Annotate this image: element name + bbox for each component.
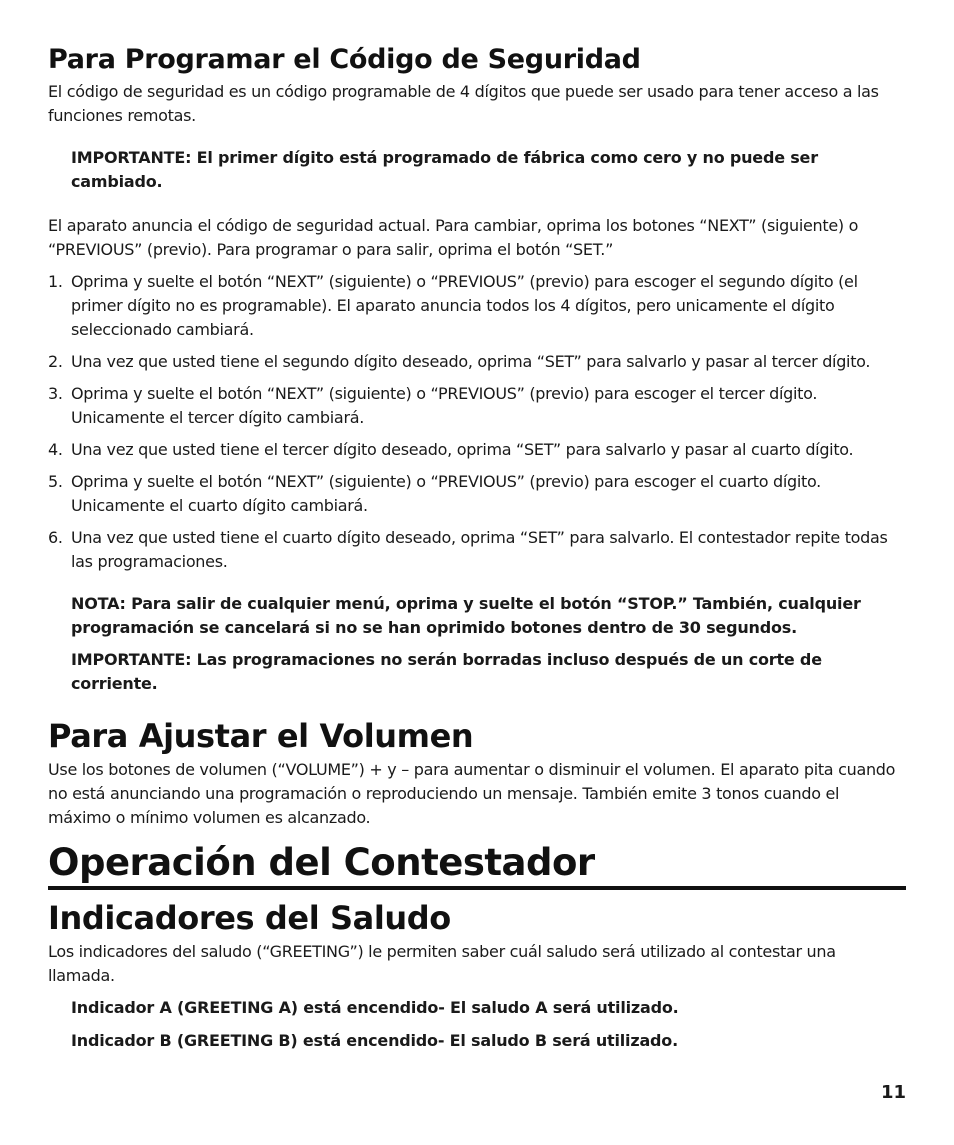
- list-item: [48, 382, 906, 430]
- page-number: 11: [880, 1082, 906, 1103]
- list-item: [48, 526, 906, 574]
- power-outage-important-note: IMPORTANTE: Las programaciones no serán borradas incluso después de un corte de corriente.: [71, 650, 822, 693]
- volume-title: Para Ajustar el Volumen: [48, 717, 474, 755]
- list-item: [48, 470, 906, 518]
- greeting-title: Indicadores del Saludo: [48, 899, 451, 937]
- step-text: Una vez que usted tiene el cuarto dígito deseado, oprima “SET” para salvarlo. El contestador repite todas las programaciones.: [71, 528, 888, 571]
- step-text: Oprima y suelte el botón “NEXT” (siguiente) o “PREVIOUS” (previo) para escoger el cuarto dígito. Unicamente el cuarto dígito cambiará.: [71, 472, 821, 515]
- step-text: Oprima y suelte el botón “NEXT” (siguiente) o “PREVIOUS” (previo) para escoger el tercer dígito. Unicamente el tercer dígito cambiará.: [71, 384, 818, 427]
- security-announce-text: El aparato anuncia el código de seguridad actual. Para cambiar, oprima los botones “NEXT” (siguiente) o “PREVIOUS” (previo). Para programar o para salir, oprima el botón “SET.”: [48, 216, 859, 259]
- step-number: 5.: [48, 472, 63, 491]
- step-text: Oprima y suelte el botón “NEXT” (siguiente) o “PREVIOUS” (previo) para escoger el segundo dígito (el primer dígito no es programable). El aparato anuncia todos los 4 dígitos, pero unicamente el dígito seleccionado cambiará.: [71, 272, 858, 339]
- stop-menu-note: NOTA: Para salir de cualquier menú, oprima y suelte el botón “STOP.” También, cualquier programación se cancelará si no se han oprimido botones dentro de 30 segundos.: [71, 594, 861, 637]
- list-item: [48, 350, 906, 374]
- list-item: [48, 270, 906, 342]
- greeting-indicator-b: Indicador B (GREETING B) está encendido- El saludo B será utilizado.: [71, 1031, 678, 1050]
- manual-page: [48, 40, 906, 1053]
- security-important-note: IMPORTANTE: El primer dígito está programado de fábrica como cero y no puede ser cambiado.: [71, 148, 818, 191]
- security-code-title: Para Programar el Código de Seguridad: [48, 44, 641, 75]
- step-number: 1.: [48, 272, 63, 291]
- greeting-indicator-a: Indicador A (GREETING A) está encendido- El saludo A será utilizado.: [71, 998, 679, 1017]
- step-text: Una vez que usted tiene el tercer dígito deseado, oprima “SET” para salvarlo y pasar al cuarto dígito.: [71, 440, 854, 459]
- step-number: 4.: [48, 440, 63, 459]
- step-number: 2.: [48, 352, 63, 371]
- step-number: 3.: [48, 384, 63, 403]
- volume-body: Use los botones de volumen (“VOLUME”) + y – para aumentar o disminuir el volumen. El aparato pita cuando no está anunciando una programación o reproduciendo un mensaje. También emite 3 tonos cuando el máximo o mínimo volumen es alcanzado.: [48, 760, 896, 827]
- list-item: [48, 438, 906, 462]
- security-code-intro: El código de seguridad es un código programable de 4 dígitos que puede ser usado para tener acceso a las funciones remotas.: [48, 82, 879, 125]
- security-steps-list: [48, 270, 906, 574]
- step-number: 6.: [48, 528, 63, 547]
- step-text: Una vez que usted tiene el segundo dígito deseado, oprima “SET” para salvarlo y pasar al tercer dígito.: [71, 352, 871, 371]
- chapter-title: Operación del Contestador: [48, 840, 906, 890]
- greeting-body: Los indicadores del saludo (“GREETING”) le permiten saber cuál saludo será utilizado al contestar una llamada.: [48, 942, 836, 985]
